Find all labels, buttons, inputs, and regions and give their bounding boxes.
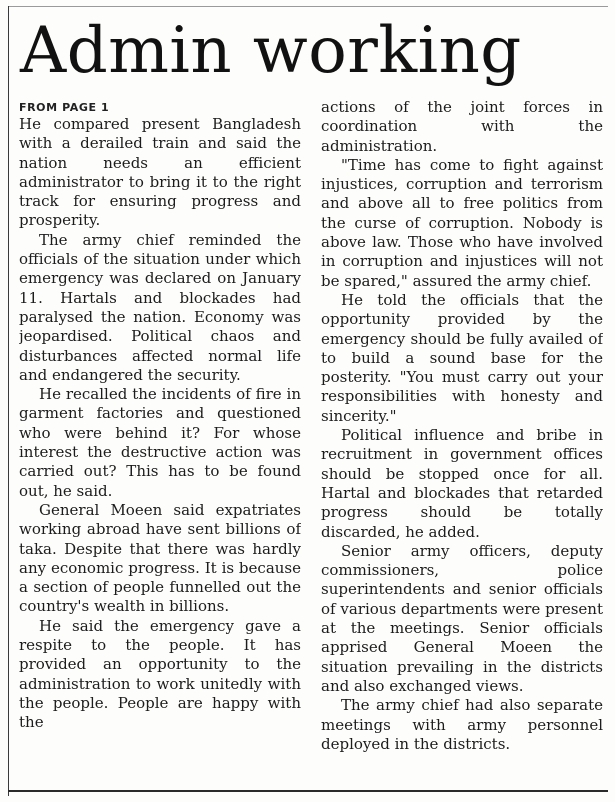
paragraph: He recalled the incidents of fire in garment factories and questioned who were behind it? For whose interest the destructive action was carried out? This has to be found out, he said. xyxy=(19,385,301,500)
top-rule xyxy=(8,6,608,7)
left-rule xyxy=(8,6,9,796)
paragraph: Senior army officers, deputy commissioners, police superintendents and senior officials of various departments were present at the meetings. Senior officials apprised General Moeen the situation prevailing in the districts and also exchanged views. xyxy=(321,541,603,695)
paragraph: actions of the joint forces in coordination with the administration. xyxy=(321,98,603,155)
right-column xyxy=(321,98,603,788)
paragraph: "Time has come to fight against injustices, corruption and terrorism and above all to free politics from the curse of corruption. Nobody is above law. Those who have involved in corruption and injustices will not be spared," assured the army chief. xyxy=(321,155,603,290)
paragraph: The army chief reminded the officials of the situation under which emergency was declared on January 11. Hartals and blockades had paralysed the nation. Economy was jeopardised. Political chaos and disturbances affected normal life and endangered the security. xyxy=(19,230,301,384)
kicker: FROM PAGE 1 xyxy=(19,101,110,114)
bottom-rule xyxy=(8,790,608,792)
paragraph: The army chief had also separate meetings with army personnel deployed in the districts. xyxy=(321,696,603,753)
paragraph: He told the officials that the opportunity provided by the emergency should be fully availed of to build a sound base for the posterity. "You must carry out your responsibilities with honesty and sincerity." xyxy=(321,290,603,425)
headline: Admin working xyxy=(20,14,522,88)
paragraph: Political influence and bribe in recruitment in government offices should be stopped once for all. Hartal and blockades that retarded progress should be totally discarded, he added. xyxy=(321,426,603,541)
paragraph: He compared present Bangladesh with a derailed train and said the nation needs an efficient administrator to bring it to the right track for ensuring progress and prosperity. xyxy=(19,115,301,230)
left-column xyxy=(19,98,301,788)
paragraph: General Moeen said expatriates working abroad have sent billions of taka. Despite that there was hardly any economic progress. It is because a section of people funnelled out the country's wealth in billions. xyxy=(19,500,301,616)
paragraph: He said the emergency gave a respite to the people. It has provided an opportunity to the administration to work unitedly with the people. People are happy with the xyxy=(19,616,301,732)
